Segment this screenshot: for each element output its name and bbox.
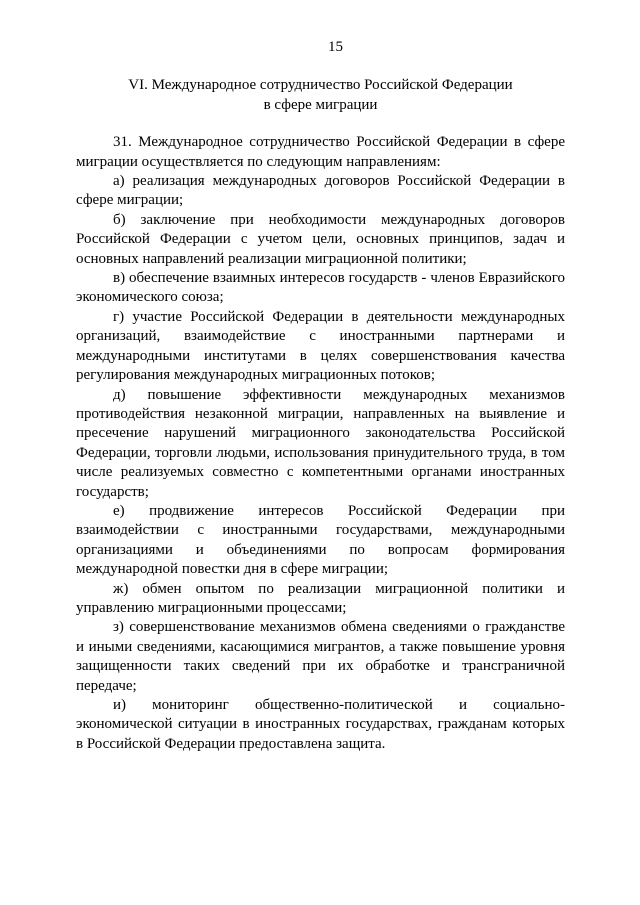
paragraph: 31. Международное сотрудничество Российской Федерации в сфере миграции осуществляется по следующим направлениям: xyxy=(76,134,565,170)
paragraph: з) совершенствование механизмов обмена сведениями о гражданстве и иными сведениями, касающимися мигрантов, а также повышение уровня защищенности таких сведений при их обработке и трансграничной передаче; xyxy=(76,619,565,694)
paragraph: е) продвижение интересов Российской Федерации при взаимодействии с иностранными государствами, международными организациями и объединениями по вопросам формирования международной повестки дня в сфере миграции; xyxy=(76,502,565,578)
paragraph: б) заключение при необходимости международных договоров Российской Федерации с учетом цели, основных принципов, задач и основных направлений реализации миграционной политики; xyxy=(76,211,565,267)
section-heading-line-2: в сфере миграции xyxy=(263,96,378,113)
paragraph: ж) обмен опытом по реализации миграционной политики и управлению миграционными процессами; xyxy=(76,580,565,616)
paragraph: г) участие Российской Федерации в деятельности международных организаций, взаимодействие с иностранными партнерами и международными институтами в целях совершенствования качества регулирования международных миграционных потоков; xyxy=(76,308,565,384)
section-heading-line-1: VI. Международное сотрудничество Российской Федерации xyxy=(128,77,513,94)
page-number: 15 xyxy=(328,39,343,55)
paragraph: а) реализация международных договоров Российской Федерации в сфере миграции; xyxy=(76,173,565,209)
section-heading xyxy=(76,76,565,115)
paragraph: и) мониторинг общественно-политической и социально-экономической ситуации в иностранных государствах, гражданам которых в Российской Федерации предоставлена защита. xyxy=(76,697,565,752)
paragraph: в) обеспечение взаимных интересов государств - членов Евразийского экономического союза; xyxy=(76,270,565,306)
document-body xyxy=(76,133,565,754)
paragraph: д) повышение эффективности международных механизмов противодействия незаконной миграции, направленных на выявление и пресечение нарушений миграционного законодательства Российской Федерации, торговли людьми, использования принудительного труда, в том числе реализуемых совместно с компетентными органами иностранных государств; xyxy=(76,386,565,500)
